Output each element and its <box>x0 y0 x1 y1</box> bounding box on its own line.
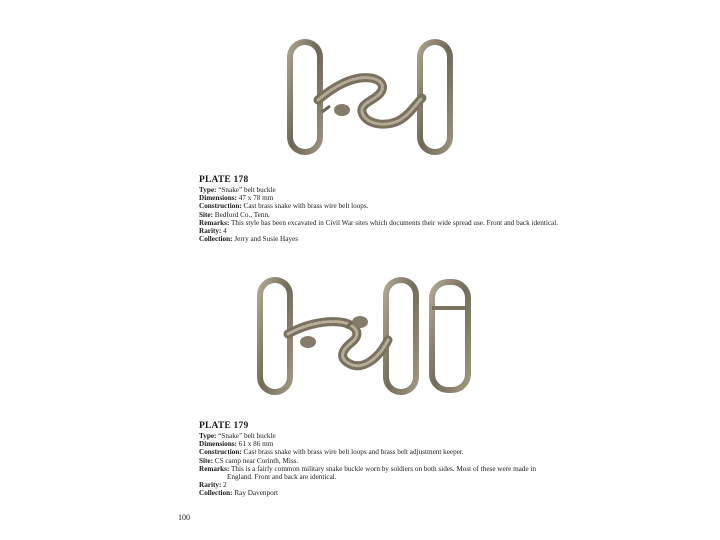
rarity-row: Rarity: 4 <box>199 227 227 236</box>
plate-179-description <box>199 421 559 498</box>
construction-row: Construction: Cast brass snake with brass wire belt loops and brass belt adjustment keeper. <box>199 448 464 457</box>
plate-title: PLATE 179 <box>199 421 249 431</box>
site-row: Site: CS camp near Corinth, Miss. <box>199 456 299 465</box>
page-number: 100 <box>178 513 190 522</box>
dimensions-row: Dimensions: 61 x 86 mm <box>199 440 274 449</box>
remarks-row: Remarks: This is a fairly common military snake buckle worn by soldiers on both sides. Most of these were made in England. Front and back are identical. <box>199 464 537 482</box>
type-row: Type: “Snake” belt buckle <box>199 432 276 440</box>
construction-row: Construction: Cast brass snake with brass wire belt loops. <box>199 202 369 211</box>
type-row: Type: “Snake” belt buckle <box>199 186 276 194</box>
plate-178-description <box>199 175 559 243</box>
collection-row: Collection: Ray Davenport <box>199 489 279 498</box>
remarks-row: Remarks: This style has been excavated in Civil War sites which documents their wide spread use. Front and back identical. <box>199 218 559 227</box>
plate-178-photo <box>270 30 470 170</box>
dimensions-row: Dimensions: 47 x 78 mm <box>199 194 274 203</box>
collection-row: Collection: Jerry and Susie Hayes <box>199 235 299 244</box>
plate-179-photo <box>242 268 492 408</box>
rarity-row: Rarity: 2 <box>199 481 227 490</box>
site-row: Site: Bedford Co., Tenn. <box>199 210 270 219</box>
plate-title: PLATE 178 <box>199 175 249 185</box>
